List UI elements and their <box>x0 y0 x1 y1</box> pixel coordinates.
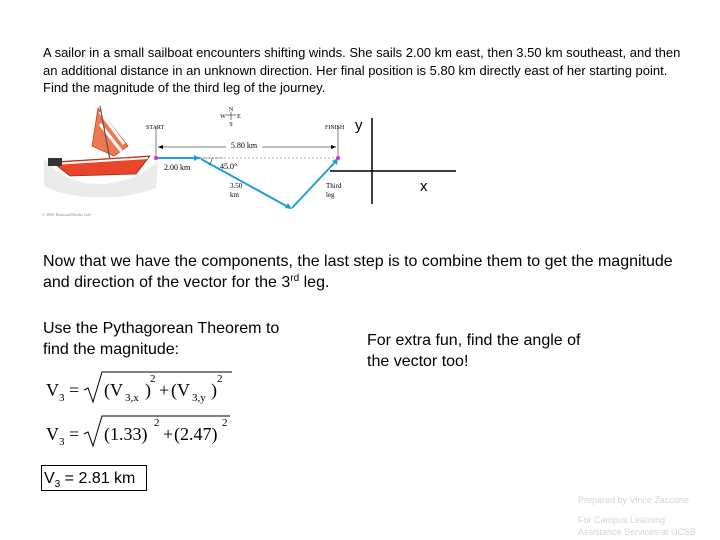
coordinate-axes <box>330 112 460 212</box>
leg1-path <box>156 155 200 161</box>
copyright-note: © 2004 Thomson/Brooks Cole <box>42 212 92 217</box>
result-box <box>41 465 147 491</box>
formula1-eq: = <box>69 380 80 400</box>
result-value: = 2.81 km <box>60 470 136 487</box>
compass-w: W <box>220 114 226 120</box>
formula2-lhs-sub: 3 <box>59 436 65 448</box>
formula-general <box>44 368 234 408</box>
formula1-term-a-close: ) <box>145 380 151 400</box>
leg2-path <box>201 159 292 209</box>
sailboat-illustration <box>44 106 158 198</box>
formula1-term-a: (V <box>104 380 123 400</box>
compass-n: N <box>228 107 234 113</box>
x-axis-label: x <box>420 178 428 195</box>
total-distance-dimension <box>156 126 338 158</box>
credit-line-2: For Campus Learning <box>578 515 666 525</box>
leg2-distance-label-1: 3.50 <box>230 182 243 190</box>
formula1-term-b-close: ) <box>211 380 217 400</box>
compass-e: E <box>237 114 241 120</box>
total-distance-label: 5.80 km <box>230 141 258 150</box>
angle-label: 45.0° <box>220 162 238 171</box>
formula1-exp-a: 2 <box>150 373 156 385</box>
formula-numeric <box>44 412 234 452</box>
formula2-term-a: (1.33) <box>104 424 148 444</box>
formula2-eq: = <box>69 424 80 444</box>
formula1-term-b: (V <box>171 380 190 400</box>
formula2-exp-a: 2 <box>154 417 160 429</box>
finish-label: FINISH <box>325 125 345 131</box>
result-sub: 3 <box>54 479 61 491</box>
third-leg-label-2: leg <box>326 191 335 199</box>
formula2-plus: + <box>163 424 174 444</box>
formula1-exp-b: 2 <box>217 373 223 385</box>
formula2-term-b: (2.47) <box>174 424 218 444</box>
formula1-term-a-sub: 3,x <box>125 392 139 404</box>
compass-rose <box>220 107 241 128</box>
sailboat-diagram <box>40 102 355 220</box>
pythagorean-instruction: Use the Pythagorean Theorem to find the magnitude: <box>43 320 280 358</box>
combine-instruction <box>43 251 693 293</box>
compass-s: S <box>229 122 233 128</box>
formula1-term-b-sub: 3,y <box>192 392 206 404</box>
leg1-distance-label: 2.00 km <box>164 163 191 172</box>
formula1-lhs: V <box>46 380 59 400</box>
formula2-exp-b: 2 <box>222 417 228 429</box>
leg2-distance-label-2: km <box>230 191 239 199</box>
credit-prepared-by: Prepared by Vince Zaccone <box>578 495 689 505</box>
extra-fun-instruction: For extra fun, find the angle of the vector too! <box>367 332 581 370</box>
formula1-lhs-sub: 3 <box>59 392 65 404</box>
formula1-plus: + <box>159 380 170 400</box>
formula2-lhs: V <box>46 424 59 444</box>
y-axis-label: y <box>355 117 363 134</box>
combine-text-after: leg. <box>299 274 330 291</box>
combine-text-before: Now that we have the components, the last step is to combine them to get the magnitude and direction of the vector for the 3 <box>43 253 673 291</box>
problem-statement: A sailor in a small sailboat encounters shifting winds. She sails 2.00 km east, then 3.50 km southeast, and then an additional distance in an unknown direction. Her final position is 5.80 km directly east of her starting point. Find the magnitude of the third leg of the journey. <box>43 45 681 95</box>
third-leg-label-1: Third <box>326 182 342 190</box>
credit-line-3: Assistance Services at UCSB <box>578 527 697 537</box>
start-label: START <box>146 125 165 131</box>
result-v: V <box>44 470 55 487</box>
combine-superscript: rd <box>290 273 300 284</box>
